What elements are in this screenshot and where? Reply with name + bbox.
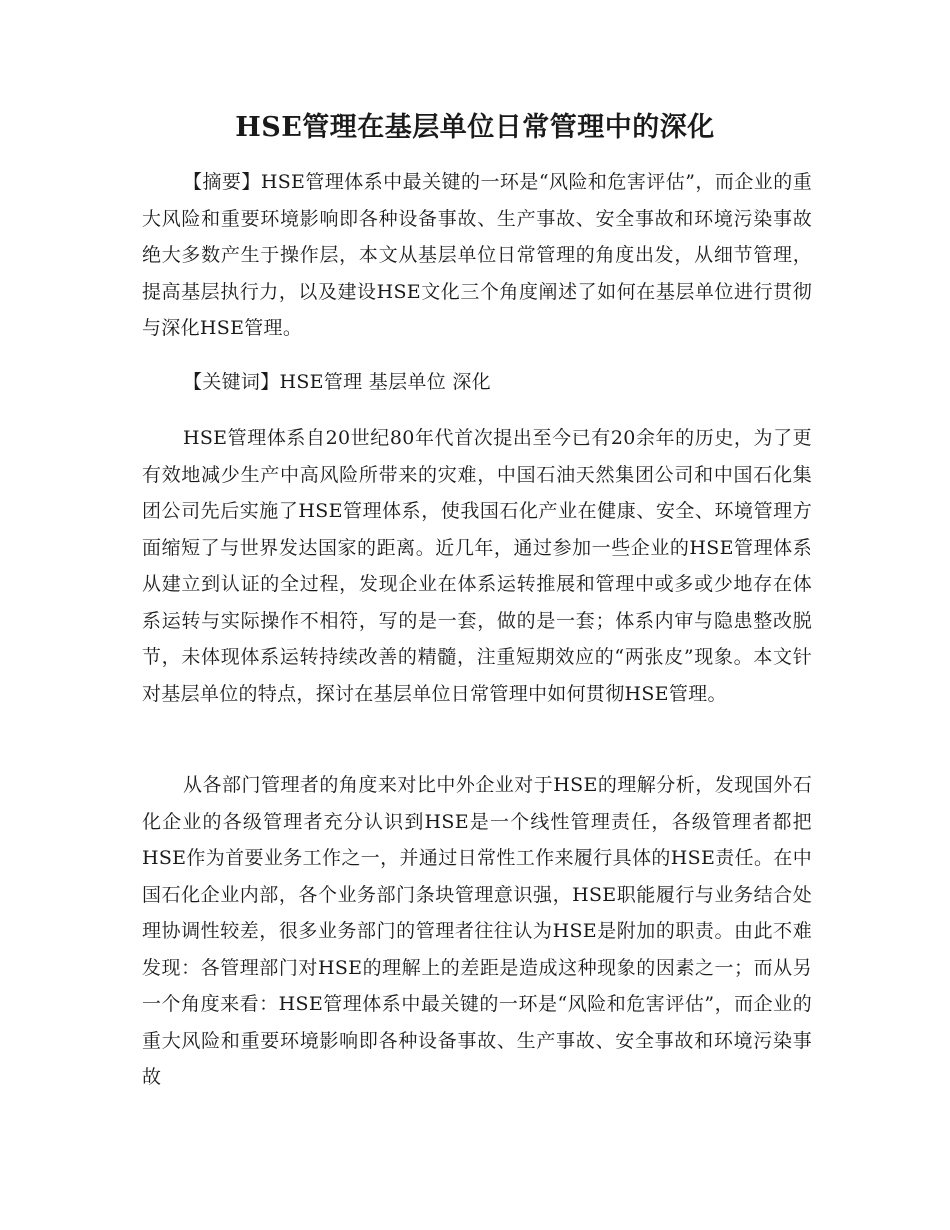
document-title: HSE管理在基层单位日常管理中的深化 — [235, 112, 715, 143]
body-paragraph: HSE管理体系自20世纪80年代首次提出至今已有20余年的历史，为了更有效地减少生产中高风险所带来的灾难，中国石油天然集团公司和中国石化集团公司先后实施了HSE管理体系，使我国石化产业在健康、安全、环境管理方面缩短了与世界发达国家的距离。近几年，通过参加一些企业的HSE管理体系从建立到认证的全过程，发现企业在体系运转推展和管理中或多或少地存在体系运转与实际操作不相符，写的是一套，做的是一套；体系内审与隐患整改脱节，未体现体系运转持续改善的精髓，注重短期效应的“两张皮”现象。本文针对基层单位的特点，探讨在基层单位日常管理中如何贯彻HSE管理。 — [142, 427, 812, 705]
abstract-paragraph: 【摘要】HSE管理体系中最关键的一环是“风险和危害评估”，而企业的重大风险和重要环境影响即各种设备事故、生产事故、安全事故和环境污染事故绝大多数产生于操作层，本文从基层单位日常管理的角度出发，从细节管理，提高基层执行力，以及建设HSE文化三个角度阐述了如何在基层单位进行贯彻与深化HSE管理。 — [142, 171, 812, 339]
keywords-paragraph: 【关键词】HSE管理 基层单位 深化 — [183, 371, 491, 393]
body-paragraph: 从各部门管理者的角度来对比中外企业对于HSE的理解分析，发现国外石化企业的各级管理者充分认识到HSE是一个线性管理责任，各级管理者都把HSE作为首要业务工作之一，并通过日常性工作来履行具体的HSE责任。在中国石化企业内部，各个业务部门条块管理意识强，HSE职能履行与业务结合处理协调性较差，很多业务部门的管理者往往认为HSE是附加的职责。由此不难发现：各管理部门对HSE的理解上的差距是造成这种现象的因素之一；而从另一个角度来看：HSE管理体系中最关键的一环是“风险和危害评估”，而企业的重大风险和重要环境影响即各种设备事故、生产事故、安全事故和环境污染事故 — [142, 774, 812, 1088]
